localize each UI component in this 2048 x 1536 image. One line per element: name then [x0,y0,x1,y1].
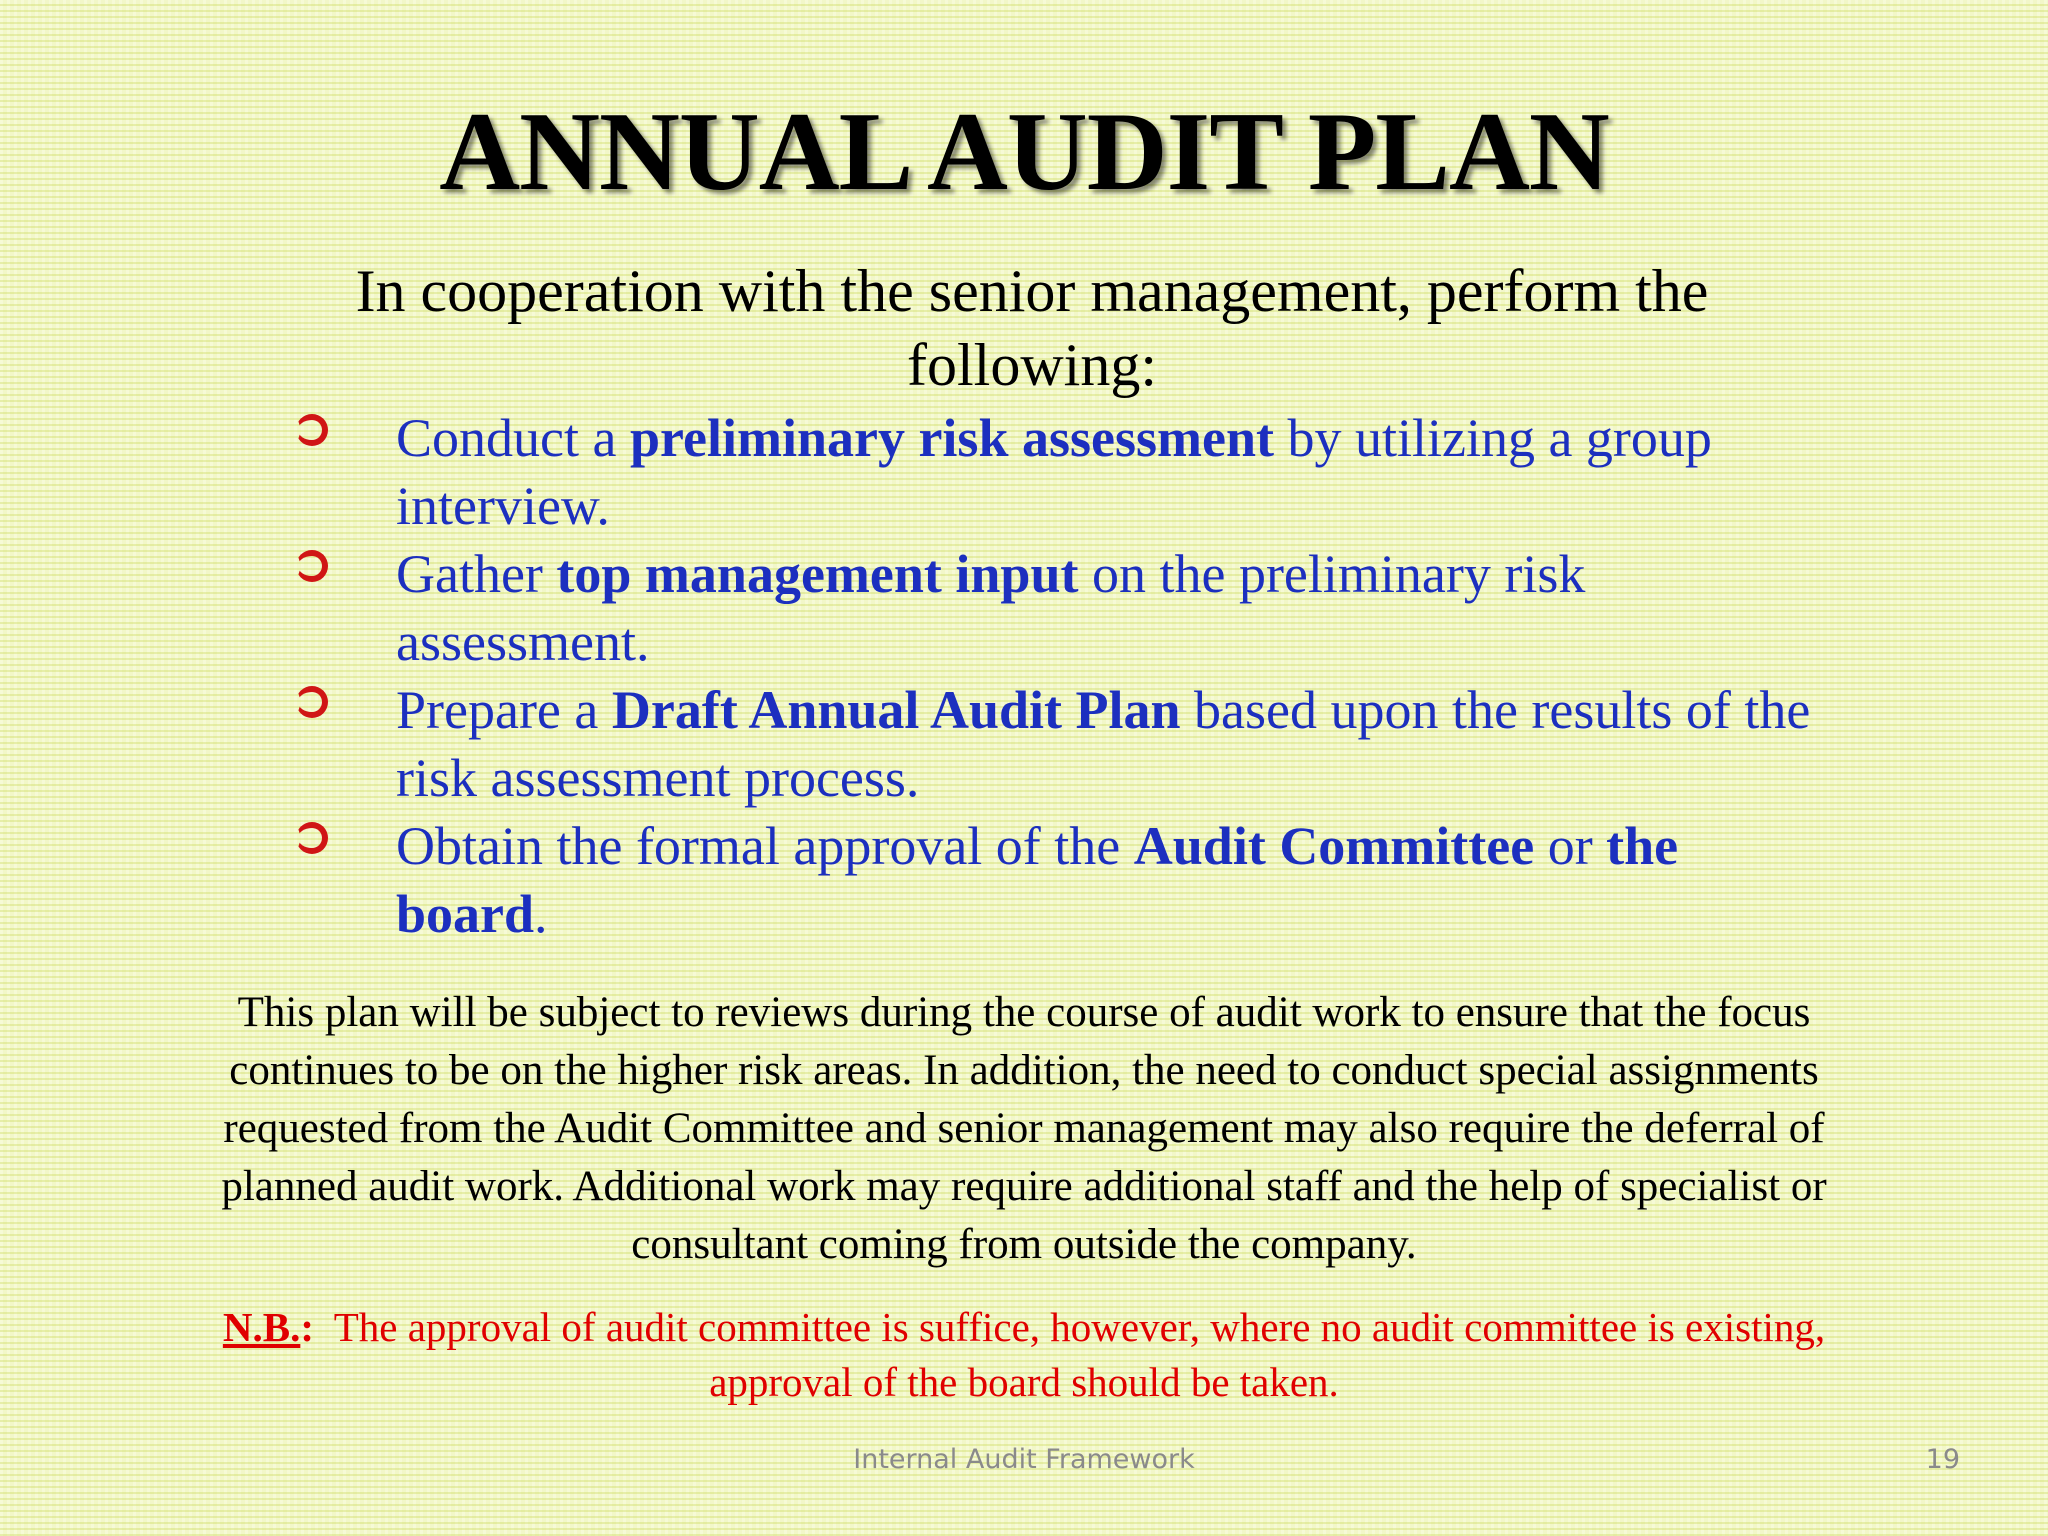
slide-title: ANNUAL AUDIT PLAN [439,90,1609,214]
footer-text: Internal Audit Framework [853,1444,1195,1475]
bullet-text-rest: based upon the results of the risk assessment process. [396,680,1811,808]
bullet-item-2 [296,540,1836,676]
bullet-item-4 [296,812,1836,948]
bullet-text-bold: top management input [556,544,1079,604]
bullet-text-pre: Obtain the formal approval of the [396,816,1134,876]
note-colon: : [300,1304,314,1350]
bullet-text-bold: Draft Annual Audit Plan [611,680,1181,740]
bullet-text-bold: Audit Committee [1133,816,1535,876]
bullet-text-pre: Prepare a [396,680,612,740]
page-number: 19 [1925,1444,1960,1475]
bullet-item-1 [296,404,1836,540]
bullet-text-bold-2: the board [396,816,1679,944]
note-text: The approval of audit committee is suffice, however, where no audit committee is existing, approval of the board should be taken. [313,1304,1836,1405]
bullet-text-rest: by utilizing a group interview. [396,408,1712,536]
bullet-item-3 [296,676,1836,812]
note-block [190,1300,1858,1410]
bullet-text-rest: on the preliminary risk assessment. [396,544,1586,672]
bullet-text-mid: or [1534,816,1607,876]
bullet-circle-icon [296,414,328,446]
bullet-circle-icon [296,822,328,854]
bullet-circle-icon [296,686,328,718]
note-label: N.B. [222,1304,301,1350]
bullet-text-bold: preliminary risk assessment [629,408,1274,468]
bullet-text-post: . [534,884,548,944]
bullet-text-pre: Conduct a [396,408,630,468]
body-paragraph: This plan will be subject to reviews during the course of audit work to ensure that the focus continues to be on the higher risk areas. In addition, the need to conduct special assignments requested from the Audit Committee and senior management may also require the deferral of planned audit work. Additional work may require additional staff and the help of specialist or consultant coming from outside the company. [221,989,1827,1268]
bullet-circle-icon [296,550,328,582]
bullet-list [296,404,1836,948]
bullet-text-pre: Gather [396,544,557,604]
intro-text: In cooperation with the senior management, perform the following: [355,258,1709,398]
